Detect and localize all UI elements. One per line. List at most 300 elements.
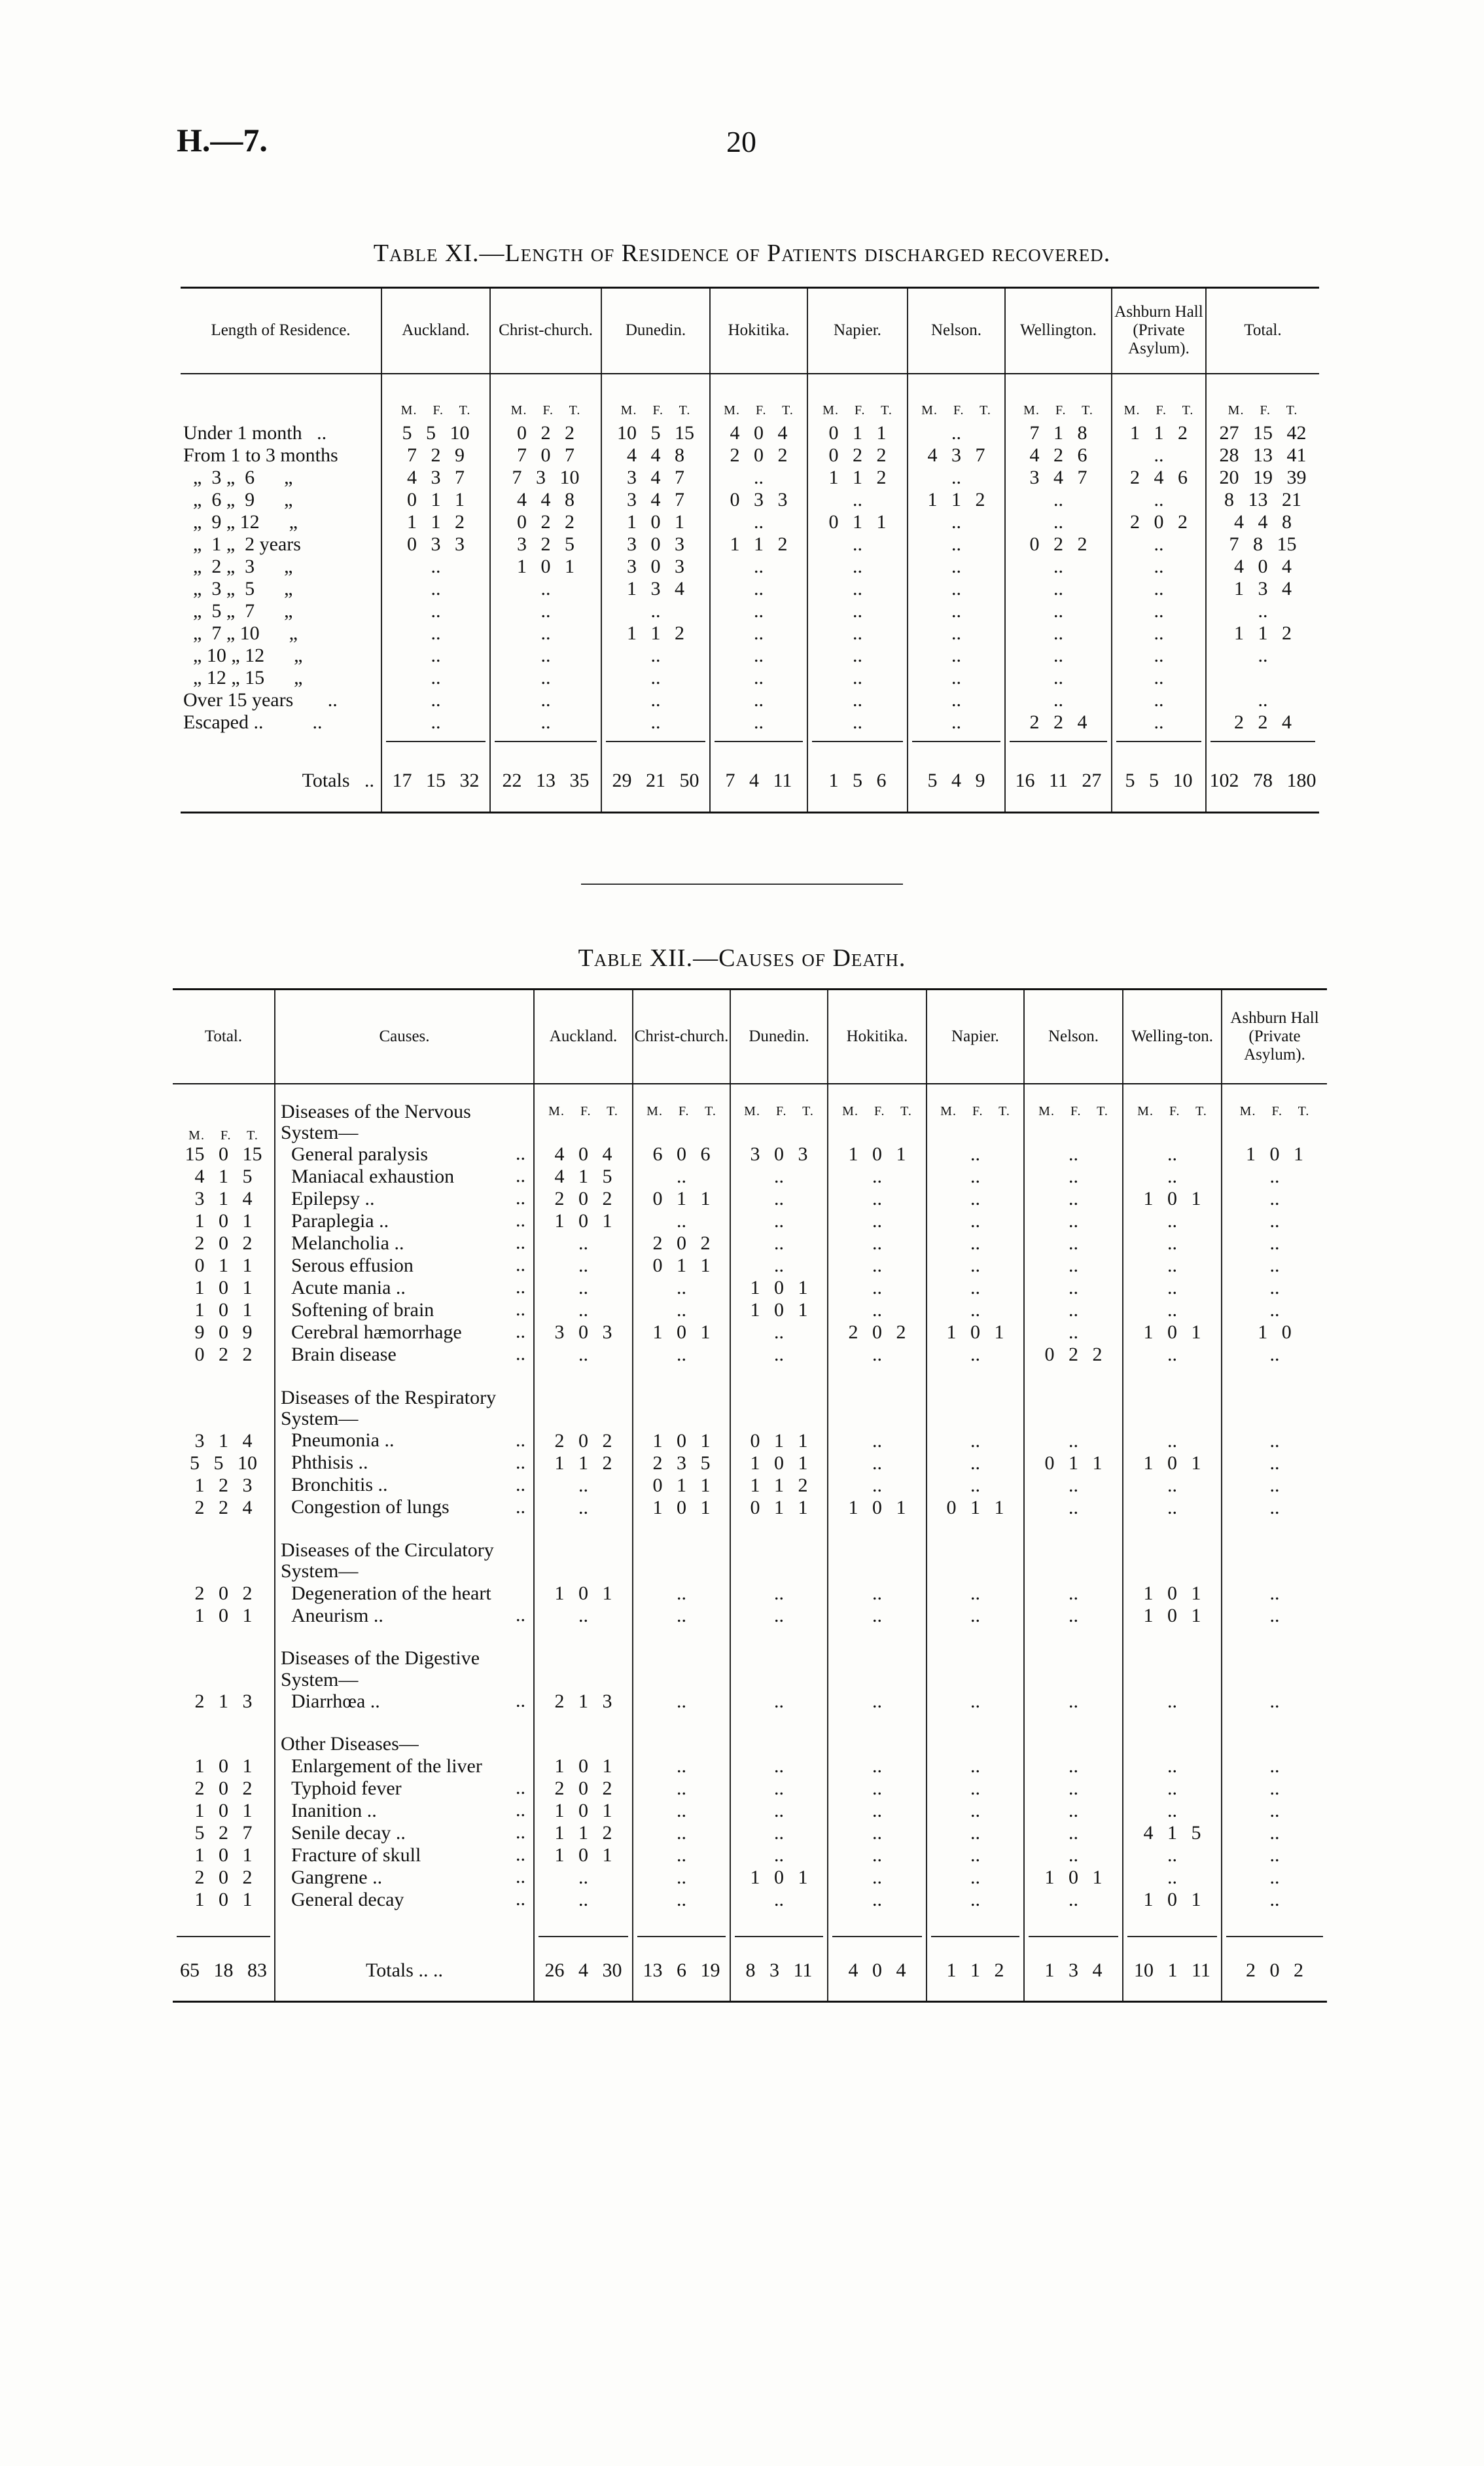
column-header: Auckland. <box>381 288 490 374</box>
value-cell <box>534 1299 633 1321</box>
value: 7 3 10 <box>512 466 580 488</box>
table-xi-title: Table XI.—Length of Residence of Patients discharged recovered. <box>373 240 1111 267</box>
value-cell <box>1123 1800 1222 1822</box>
value-cell <box>1222 1344 1327 1366</box>
spacer-cell <box>1206 374 1319 400</box>
rule-cell <box>633 1911 730 1941</box>
total-value: 2 0 2 <box>194 1866 253 1888</box>
sum-rule <box>637 1936 726 1937</box>
value: .. <box>872 1188 882 1210</box>
value: .. <box>970 1777 980 1799</box>
mft-cell <box>730 1101 828 1144</box>
value-cell <box>1222 1232 1327 1255</box>
spacer-cell <box>1024 1519 1123 1540</box>
value-cell <box>381 622 490 645</box>
value: .. <box>1069 1799 1078 1821</box>
value: .. <box>1167 1777 1177 1799</box>
section-heading: Other Diseases— <box>275 1734 534 1755</box>
mft-cell <box>1222 1387 1327 1430</box>
value: 1 0 1 <box>848 1143 906 1166</box>
spacer-cell <box>181 374 381 400</box>
value-cell <box>710 711 807 734</box>
spacer-row <box>173 1713 1327 1734</box>
value-cell <box>908 711 1005 734</box>
value: .. <box>578 1888 588 1910</box>
mft-cell <box>927 1734 1024 1755</box>
value-cell <box>490 689 601 711</box>
value: .. <box>1167 1799 1177 1821</box>
total-value: 1 2 3 <box>194 1474 253 1496</box>
value-cell <box>1123 1143 1222 1166</box>
value-cell <box>1222 1452 1327 1474</box>
value: .. <box>1069 1604 1078 1626</box>
value-cell <box>927 1822 1024 1844</box>
value: .. <box>1258 688 1268 711</box>
mft-cell <box>1222 1734 1327 1755</box>
value: .. <box>970 1755 980 1777</box>
value-cell <box>1024 1690 1123 1713</box>
value-cell <box>807 444 908 467</box>
cause-label: Enlargement of the liver <box>275 1755 534 1778</box>
mft-cell <box>1024 1648 1123 1690</box>
value-cell <box>534 1822 633 1844</box>
mft-label: M. F. T. <box>744 1103 814 1118</box>
table-row <box>181 689 1319 711</box>
table-row <box>181 556 1319 578</box>
value: .. <box>1167 1496 1177 1518</box>
value: .. <box>1053 488 1063 510</box>
value: .. <box>677 1888 686 1910</box>
value: .. <box>578 1474 588 1496</box>
value: .. <box>1167 1210 1177 1232</box>
spacer-cell <box>927 1627 1024 1648</box>
table-row <box>173 1321 1327 1344</box>
totals-label: Totals .. <box>302 769 374 791</box>
value: 1 1 2 <box>407 510 465 533</box>
value: .. <box>872 1210 882 1232</box>
value: 4 2 6 <box>1029 444 1087 466</box>
value-cell <box>927 1143 1024 1166</box>
table-xii-header-row <box>173 990 1327 1084</box>
value: .. <box>872 1232 882 1255</box>
total-value: 1 3 4 <box>1044 1959 1103 1982</box>
value: .. <box>1269 1755 1280 1777</box>
section-heading: Diseases of the Digestive System— <box>275 1648 534 1690</box>
table-row <box>181 622 1319 645</box>
value: 1 0 1 <box>750 1299 808 1321</box>
value: .. <box>872 1277 882 1299</box>
value: .. <box>1269 1777 1280 1799</box>
total-value-cell <box>173 1778 275 1800</box>
totals-label: Totals .. .. <box>275 1941 534 2002</box>
cause-label: Gangrene .. .. <box>275 1867 534 1889</box>
sum-rule <box>715 741 803 742</box>
value-cell <box>807 578 908 600</box>
total-value: 5 5 10 <box>1125 769 1193 791</box>
value: .. <box>650 666 661 688</box>
mft-cell <box>828 1101 927 1144</box>
value: .. <box>774 1232 784 1255</box>
value: .. <box>1069 1777 1078 1799</box>
spacer-cell <box>275 1713 534 1734</box>
value: .. <box>970 1844 980 1866</box>
value: .. <box>1167 1474 1177 1496</box>
table-row <box>173 1800 1327 1822</box>
mft-cell <box>490 400 601 422</box>
value-cell <box>1005 533 1112 556</box>
value: .. <box>1069 1821 1078 1844</box>
value-cell <box>828 1299 927 1321</box>
value-cell <box>927 1497 1024 1519</box>
spacer-cell <box>730 1084 828 1101</box>
value-cell <box>1024 1800 1123 1822</box>
value: .. <box>1053 510 1063 533</box>
value-cell <box>601 622 710 645</box>
mft-cell <box>1206 400 1319 422</box>
value: .. <box>951 622 961 644</box>
value-cell <box>730 1889 828 1911</box>
row-label: „ 5 „ 7 „ <box>183 599 293 622</box>
table-row <box>173 1344 1327 1366</box>
mft-cell <box>1123 1648 1222 1690</box>
table-row <box>173 1605 1327 1627</box>
value-cell <box>633 1474 730 1497</box>
table-row <box>181 467 1319 489</box>
value-cell <box>1206 533 1319 556</box>
value-cell <box>730 1321 828 1344</box>
spacer-cell <box>633 1519 730 1540</box>
spacer-cell <box>1222 1084 1327 1101</box>
spacer-cell <box>927 1713 1024 1734</box>
sum-rule <box>1210 741 1315 742</box>
value-cell <box>927 1778 1024 1800</box>
value-cell <box>807 489 908 511</box>
value: 0 2 2 <box>517 510 574 533</box>
total-value-cell <box>173 1474 275 1497</box>
total-value-cell <box>1112 750 1206 813</box>
cause-label: Typhoid fever .. <box>275 1778 534 1800</box>
spacer-cell <box>710 374 807 400</box>
value: .. <box>1069 1143 1078 1166</box>
value: .. <box>1069 1474 1078 1496</box>
value: .. <box>774 1188 784 1210</box>
value: 1 0 1 <box>1044 1866 1103 1888</box>
value-cell <box>633 1755 730 1778</box>
value-cell <box>828 1800 927 1822</box>
table-row <box>181 533 1319 556</box>
value-cell <box>534 1166 633 1188</box>
value: .. <box>431 711 441 733</box>
cause-label: Pneumonia .. .. <box>275 1430 534 1452</box>
value-cell <box>1222 1321 1327 1344</box>
value-cell <box>1222 1844 1327 1867</box>
value-cell <box>927 1210 1024 1232</box>
value-cell <box>490 600 601 622</box>
value-cell <box>534 1889 633 1911</box>
mft-cell <box>601 400 710 422</box>
column-header: Ashburn Hall (Private Asylum). <box>1222 990 1327 1084</box>
mft-label: M. F. T. <box>1038 1103 1108 1118</box>
value: .. <box>540 666 551 688</box>
total-value-cell <box>173 1889 275 1911</box>
value: .. <box>754 577 764 599</box>
value: .. <box>951 688 961 711</box>
value-cell <box>633 1497 730 1519</box>
mft-label: M. F. T. <box>1228 403 1298 418</box>
mft-label: M. F. T. <box>921 403 991 418</box>
table-row <box>181 645 1319 667</box>
value-cell <box>730 1166 828 1188</box>
value-cell <box>730 1755 828 1778</box>
value-cell <box>1112 556 1206 578</box>
table-row <box>181 511 1319 533</box>
value-cell <box>601 489 710 511</box>
value-cell <box>601 689 710 711</box>
value: 6 0 6 <box>652 1143 711 1166</box>
value-cell <box>490 489 601 511</box>
mft-cell <box>633 1540 730 1582</box>
table-row <box>173 1889 1327 1911</box>
value-cell <box>1206 467 1319 489</box>
spacer-cell <box>633 1366 730 1387</box>
total-value-cell <box>173 1321 275 1344</box>
value-cell <box>908 667 1005 689</box>
mft-label: M. F. T. <box>620 403 691 418</box>
value-cell <box>1123 1255 1222 1277</box>
total-value: 26 4 30 <box>544 1959 622 1982</box>
value: .. <box>650 599 661 622</box>
rule-cell <box>1222 1911 1327 1941</box>
value: 20 19 39 <box>1219 466 1307 488</box>
total-value-cell <box>173 1299 275 1321</box>
table-row <box>173 1210 1327 1232</box>
value-cell <box>633 1299 730 1321</box>
value-cell <box>381 600 490 622</box>
value: 4 0 4 <box>554 1143 612 1166</box>
value: 7 0 7 <box>517 444 574 466</box>
row-label: Over 15 years .. <box>183 688 338 711</box>
value: .. <box>578 1604 588 1626</box>
rule-row <box>173 1911 1327 1941</box>
mft-cell <box>807 400 908 422</box>
value: .. <box>431 644 441 666</box>
value-cell <box>534 1844 633 1867</box>
total-value-cell <box>173 1605 275 1627</box>
mft-cell <box>710 400 807 422</box>
value: 1 0 1 <box>1143 1452 1201 1474</box>
value-cell <box>381 578 490 600</box>
column-header: Christ-church. <box>633 990 730 1084</box>
value-cell <box>1112 689 1206 711</box>
rule-cell <box>828 1911 927 1941</box>
value: 1 1 2 <box>1130 421 1188 444</box>
value: .. <box>754 510 764 533</box>
value: .. <box>774 1844 784 1866</box>
value-cell <box>633 1582 730 1605</box>
mft-label: M. F. T. <box>724 403 794 418</box>
value: .. <box>677 1604 686 1626</box>
spacer-cell <box>1222 1519 1327 1540</box>
value: .. <box>1069 1496 1078 1518</box>
value: 3 0 3 <box>627 555 684 577</box>
value-cell <box>1123 1210 1222 1232</box>
mft-cell <box>1123 1387 1222 1430</box>
value: .. <box>1269 1866 1280 1888</box>
total-value-cell <box>633 1941 730 2002</box>
value-cell <box>828 1210 927 1232</box>
value-cell <box>710 667 807 689</box>
value: .. <box>970 1604 980 1626</box>
value-cell <box>633 1188 730 1210</box>
value: .. <box>872 1690 882 1712</box>
value-cell <box>601 645 710 667</box>
value: 0 2 2 <box>828 444 887 466</box>
value: .. <box>1069 1755 1078 1777</box>
mft-cell <box>1123 1540 1222 1582</box>
value-cell <box>1005 711 1112 734</box>
mft-row <box>181 400 1319 422</box>
table-row <box>173 1143 1327 1166</box>
value-cell <box>927 1800 1024 1822</box>
mft-cell <box>534 1734 633 1755</box>
column-header: Length of Residence. <box>181 288 381 374</box>
table-xi-header-row <box>181 288 1319 374</box>
value-cell <box>1206 422 1319 444</box>
value: .. <box>970 1582 980 1604</box>
total-value: 1 0 1 <box>194 1604 253 1626</box>
mft-label: M. F. T. <box>1023 403 1093 418</box>
value-cell <box>828 1430 927 1452</box>
table-row <box>173 1582 1327 1605</box>
value-cell <box>828 1166 927 1188</box>
mft-label: M. F. T. <box>188 1128 258 1143</box>
cause-label: Maniacal exhaustion .. <box>275 1166 534 1188</box>
mft-cell <box>1024 1540 1123 1582</box>
mft-cell <box>633 1734 730 1755</box>
value-cell <box>730 1188 828 1210</box>
value: 4 1 5 <box>554 1166 612 1188</box>
value: .. <box>774 1255 784 1277</box>
total-value: 22 13 35 <box>502 769 590 791</box>
value-cell <box>1005 689 1112 711</box>
value: 1 0 1 <box>517 555 574 577</box>
value-cell <box>828 1844 927 1867</box>
value-cell <box>1005 422 1112 444</box>
value: .. <box>677 1866 686 1888</box>
value-cell <box>730 1778 828 1800</box>
value-cell <box>490 711 601 734</box>
mft-cell <box>173 1101 275 1144</box>
value-cell <box>828 1778 927 1800</box>
table-xii-causes-of-death <box>173 988 1327 2003</box>
table-row <box>181 489 1319 511</box>
value-cell <box>1024 1232 1123 1255</box>
value-cell <box>633 1800 730 1822</box>
value-cell <box>1123 1867 1222 1889</box>
row-label: „ 6 „ 9 „ <box>183 488 293 510</box>
value-cell <box>807 689 908 711</box>
value: .. <box>1269 1277 1280 1299</box>
cause-label: Phthisis .. .. <box>275 1452 534 1474</box>
value-cell <box>828 1143 927 1166</box>
sum-rule <box>1010 741 1107 742</box>
spacer-cell <box>828 1366 927 1387</box>
mft-label: M. F. T. <box>548 1103 618 1118</box>
mft-label: M. F. T. <box>1137 1103 1207 1118</box>
mft-cell <box>927 1101 1024 1144</box>
mft-cell <box>534 1101 633 1144</box>
value: 0 1 1 <box>750 1429 808 1452</box>
rule-cell <box>908 734 1005 750</box>
value: .. <box>754 599 764 622</box>
value: 1 0 1 <box>1143 1604 1201 1626</box>
value: 1 0 1 <box>554 1755 612 1777</box>
blank-cell <box>181 400 381 422</box>
value: .. <box>677 1582 686 1604</box>
table-row <box>173 1232 1327 1255</box>
value: 1 0 1 <box>750 1277 808 1299</box>
total-value-cell <box>828 1941 927 2002</box>
value-cell <box>730 1430 828 1452</box>
value-cell <box>1024 1822 1123 1844</box>
document-code: H.—7. <box>177 122 268 158</box>
rule-cell <box>275 1911 534 1941</box>
rule-cell <box>601 734 710 750</box>
value-cell <box>490 578 601 600</box>
value-cell <box>1005 645 1112 667</box>
value: .. <box>578 1277 588 1299</box>
value-cell <box>534 1452 633 1474</box>
cause-label: Epilepsy .. .. <box>275 1188 534 1210</box>
total-value-cell <box>710 750 807 813</box>
cause-label: Diarrhœa .. .. <box>275 1690 534 1713</box>
table-row <box>173 1755 1327 1778</box>
value: .. <box>1053 599 1063 622</box>
mft-cell <box>534 1387 633 1430</box>
value-cell <box>730 1452 828 1474</box>
total-value: 3 1 4 <box>194 1188 253 1210</box>
value: .. <box>578 1299 588 1321</box>
value: .. <box>677 1690 686 1712</box>
value: .. <box>970 1690 980 1712</box>
value: .. <box>578 1344 588 1366</box>
value-cell <box>908 556 1005 578</box>
value-cell <box>1123 1690 1222 1713</box>
row-label: „ 10 „ 12 „ <box>183 644 303 666</box>
value: 4 1 5 <box>1143 1821 1201 1844</box>
value-cell <box>1222 1867 1327 1889</box>
total-value: 1 5 6 <box>828 769 887 791</box>
table-row <box>181 578 1319 600</box>
value-cell <box>828 1867 927 1889</box>
spacer-cell <box>173 1713 275 1734</box>
value: .. <box>1053 577 1063 599</box>
total-value: 1 0 1 <box>194 1844 253 1866</box>
value: .. <box>1069 1299 1078 1321</box>
value-cell <box>807 600 908 622</box>
total-value: 4 0 4 <box>848 1959 906 1982</box>
totals-row <box>181 750 1319 813</box>
spacer-cell <box>601 374 710 400</box>
mft-cell <box>927 1540 1024 1582</box>
total-value: 2 0 2 <box>194 1582 253 1604</box>
value: .. <box>1269 1299 1280 1321</box>
table-row <box>173 1497 1327 1519</box>
value: 0 1 1 <box>828 510 887 533</box>
mft-cell <box>1123 1101 1222 1144</box>
value-cell <box>633 1889 730 1911</box>
value-cell <box>730 1690 828 1713</box>
